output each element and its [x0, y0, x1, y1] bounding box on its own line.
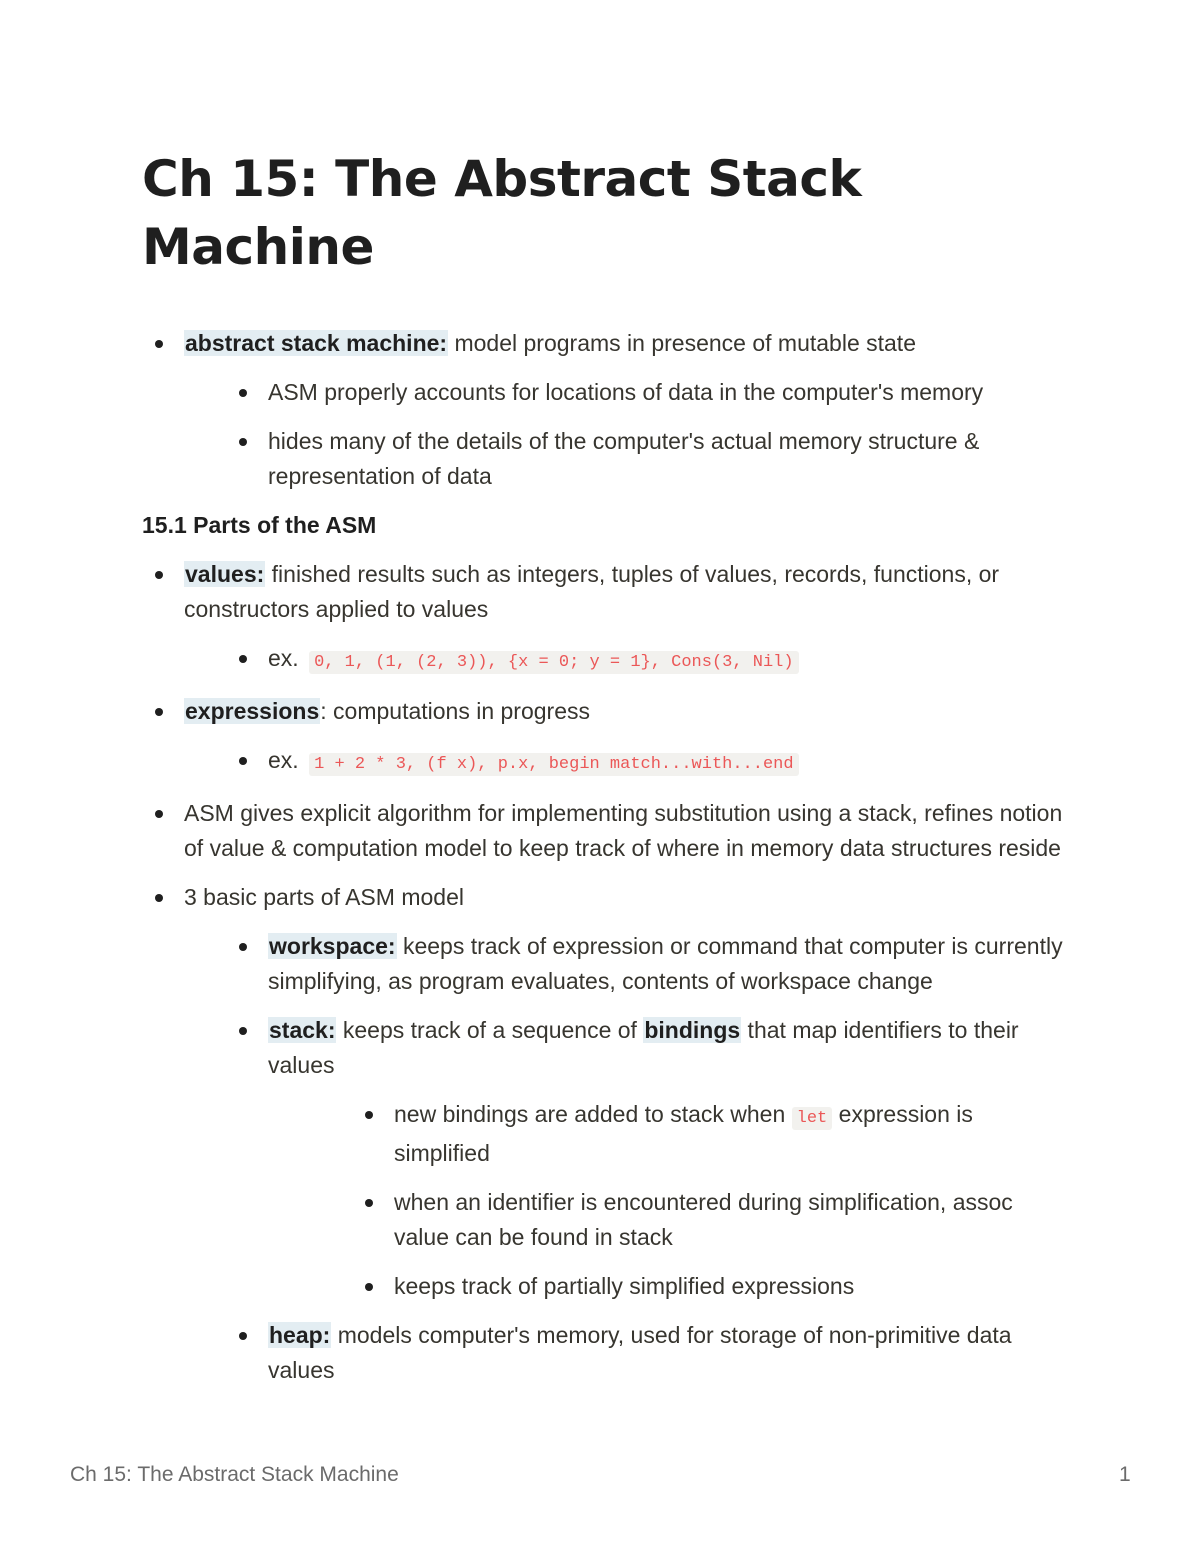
definition-text: that map identifiers to their values — [268, 1017, 1019, 1078]
stack-sublist — [268, 1097, 1072, 1304]
list-item-text: new bindings are added to stack when — [394, 1101, 792, 1127]
list-item-text: hides many of the details of the computer's actual memory structure & representation of data — [268, 428, 980, 489]
intro-list — [142, 326, 1072, 494]
list-item-expressions-example — [184, 743, 1072, 782]
list-item-new-bindings — [268, 1097, 1072, 1171]
section-heading: 15.1 Parts of the ASM — [142, 512, 377, 538]
term-values: values: — [185, 561, 265, 587]
page-content — [142, 326, 1072, 1388]
term-bindings: bindings — [644, 1017, 741, 1043]
term-heap: heap: — [269, 1322, 331, 1348]
example-label: ex. — [268, 645, 299, 671]
page-number: 1 — [1119, 1463, 1131, 1486]
definition-text: : computations in progress — [320, 698, 590, 724]
list-item-text: 3 basic parts of ASM model — [184, 884, 464, 910]
list-item-values-example — [184, 641, 1072, 680]
list-item-workspace — [184, 929, 1072, 999]
term-workspace: workspace: — [269, 933, 396, 959]
code-values-example: 0, 1, (1, (2, 3)), {x = 0; y = 1}, Cons(3, Nil) — [309, 651, 798, 674]
list-item-heap — [184, 1318, 1072, 1388]
page-title: Ch 15: The Abstract Stack Machine — [142, 150, 862, 276]
list-item-text: ASM properly accounts for locations of data in the computer's memory — [268, 379, 984, 405]
parts-list — [142, 557, 1072, 1388]
intro-sublist — [184, 375, 1072, 494]
list-item-locations — [184, 375, 1072, 410]
expressions-sublist — [184, 743, 1072, 782]
list-item-stack — [184, 1013, 1072, 1304]
code-let: let — [792, 1107, 833, 1130]
example-label: ex. — [268, 747, 299, 773]
definition-text: keeps track of a sequence of — [336, 1017, 644, 1043]
term-stack: stack: — [269, 1017, 336, 1043]
footer-title: Ch 15: The Abstract Stack Machine — [70, 1463, 399, 1486]
list-item-asm-definition — [142, 326, 1072, 494]
values-sublist — [184, 641, 1072, 680]
list-item-text: when an identifier is encountered during simplification, assoc value can be found in stack — [394, 1189, 1013, 1250]
term-abstract-stack-machine: abstract stack machine: — [185, 330, 448, 356]
list-item-partial-expressions — [268, 1269, 1072, 1304]
basic-parts-sublist — [184, 929, 1072, 1388]
definition-text: models computer's memory, used for storage of non-primitive data values — [268, 1322, 1012, 1383]
list-item-text: ASM gives explicit algorithm for implementing substitution using a stack, refines notion of value & computation model to keep track of where in memory data structures reside — [184, 800, 1063, 861]
term-expressions: expressions — [185, 698, 320, 724]
list-item-text: expression is simplified — [394, 1101, 973, 1166]
list-item-asm-explicit — [142, 796, 1072, 866]
list-item-text: keeps track of partially simplified expressions — [394, 1273, 855, 1299]
list-item-hides-details — [184, 424, 1072, 494]
definition-text: model programs in presence of mutable state — [448, 330, 916, 356]
list-item-values — [142, 557, 1072, 680]
definition-text: keeps track of expression or command that computer is currently simplifying, as program evaluates, contents of workspace change — [268, 933, 1063, 994]
list-item-identifier-lookup — [268, 1185, 1072, 1255]
code-expressions-example: 1 + 2 * 3, (f x), p.x, begin match...with...end — [309, 753, 798, 776]
list-item-basic-parts — [142, 880, 1072, 1388]
list-item-expressions — [142, 694, 1072, 782]
definition-text: finished results such as integers, tuples of values, records, functions, or constructors applied to values — [184, 561, 1000, 622]
